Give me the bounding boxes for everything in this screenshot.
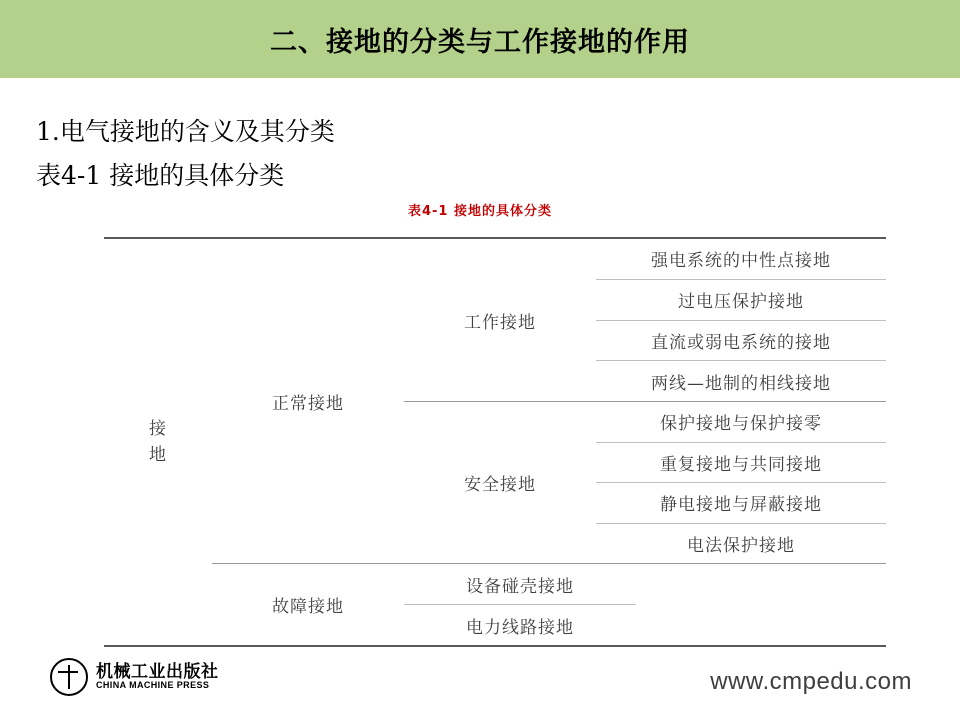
table-root-label [149, 416, 167, 469]
table-branch-safety-label: 安全接地 [464, 475, 536, 495]
table-row: 直流或弱电系统的接地 [596, 321, 886, 362]
table-row: 电法保护接地 [687, 535, 795, 556]
classification-table [104, 237, 886, 647]
table-branch-work-items [596, 239, 886, 401]
section-heading-2: 表4-1 接地的具体分类 [36, 161, 285, 190]
table-fault-spacer [636, 564, 886, 645]
table-normal-label: 正常接地 [272, 393, 344, 414]
press-emblem-icon [50, 658, 88, 696]
table-row: 强电系统的中性点接地 [596, 239, 886, 280]
table-normal-branches [404, 239, 886, 563]
table-fault-label: 故障接地 [272, 597, 344, 617]
publisher-name-en: CHINA MACHINE PRESS [96, 680, 210, 691]
table-row: 电力线路接地 [466, 617, 574, 638]
table-group-fault [212, 564, 886, 645]
table-row: 设备碰壳接地 [404, 564, 636, 605]
table-branch-safety [404, 402, 886, 563]
table-row: 静电接地与屏蔽接地 [596, 483, 886, 524]
table-branch-work [404, 239, 886, 402]
table-root-label-line2: 地 [149, 445, 167, 465]
table-branch-work-label: 工作接地 [464, 312, 536, 333]
table-caption: 表4-1 接地的具体分类 [407, 204, 552, 219]
publisher-name-cn: 机械工业出版社 [96, 661, 219, 682]
table-row: 保护接地与保护接零 [596, 402, 886, 443]
table-root-cell [104, 239, 212, 645]
page-title: 二、接地的分类与工作接地的作用 [270, 26, 690, 58]
publisher-name [96, 663, 219, 692]
table-branch-safety-items [596, 402, 886, 563]
publisher-logo [50, 658, 219, 696]
table-row: 重复接地与共同接地 [596, 443, 886, 484]
section-heading-1: 1.电气接地的含义及其分类 [36, 117, 335, 146]
footer-website-url: www.cmpedu.com [710, 668, 912, 695]
table-root-label-line1: 接 [149, 418, 167, 439]
table-fault-items [404, 564, 636, 645]
table-row: 两线—地制的相线接地 [651, 373, 831, 394]
table-row: 过电压保护接地 [596, 280, 886, 321]
table-group-normal [212, 239, 886, 564]
table-body [212, 239, 886, 645]
slide-header-band [0, 0, 960, 78]
